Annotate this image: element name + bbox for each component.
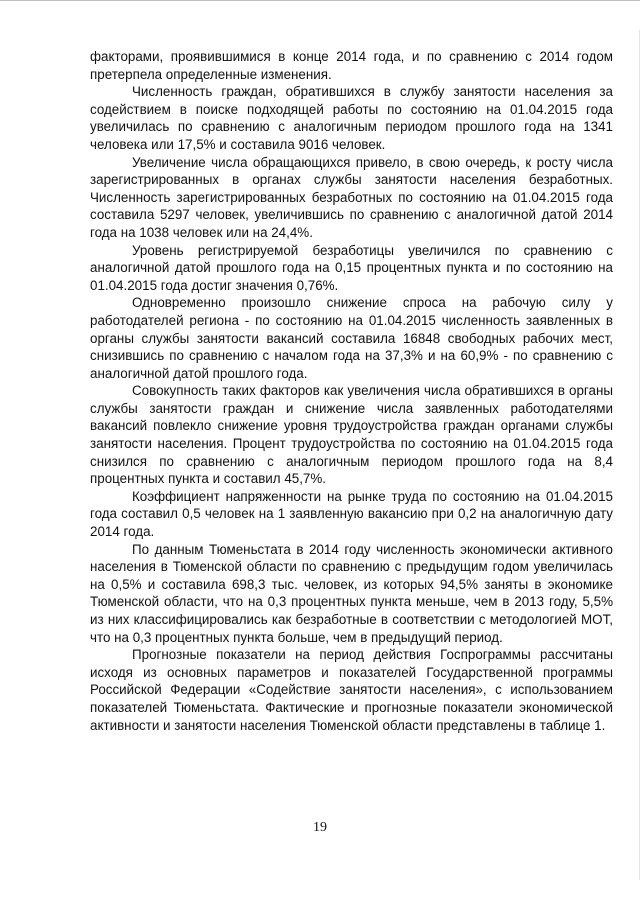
paragraph-continuation: факторами, проявившимися в конце 2014 года, и по сравнению с 2014 годом претерпела определенные изменения. xyxy=(90,49,613,82)
paragraph-unemployment-rate: Уровень регистрируемой безработицы увеличился по сравнению с аналогичной датой прошлого года на 0,15 процентных пункта и по состоянию на 01.04.2015 года достиг значения 0,76%. xyxy=(90,242,613,293)
paragraph-vacancies: Одновременно произошло снижение спроса на рабочую силу у работодателей региона - по состоянию на 01.04.2015 численность заявленных в органы службы занятости вакансий составила 16848 свободных рабочих мест, снизившись по сравнению с началом года на 37,3% и на 60,9% - по сравнению с аналогичной датой прошлого года. xyxy=(90,295,613,381)
paragraph-tension-coefficient: Коэффициент напряженности на рынке труда по состоянию на 01.04.2015 года составил 0,5 человек на 1 заявленную вакансию при 0,2 на аналогичную дату 2014 года. xyxy=(90,488,613,540)
page-number: 19 xyxy=(313,820,327,835)
paragraph-forecast: Прогнозные показатели на период действия Госпрограммы рассчитаны исходя из основных параметров и показателей Государственной программы Российской Федерации «Содействие занятости населения», с использованием показателей Тюменьстата. Фактические и прогнозные показатели экономической активности и занятости населения Тюменской области представлены в таблице 1. xyxy=(90,647,613,733)
scan-edge-top xyxy=(0,0,640,1)
paragraph-tyumenstat: По данным Тюменьстата в 2014 году численность экономически активного населения в Тюменской области по сравнению с предыдущим годом увеличилась на 0,5% и составила 698,3 тыс. человек, из которых 94,5% заняты в экономике Тюменской области, что на 0,3 процентных пункта меньше, чем в 2013 году, 5,5% из них классифицировались как безработные в соответствии с методологией МОТ, что на 0,3 процентных пункта больше, чем в предыдущий период. xyxy=(90,541,613,645)
paragraph-employment-rate: Совокупность таких факторов как увеличения числа обратившихся в органы службы занятости граждан и снижение числа заявленных работодателями вакансий повлекло снижение уровня трудоустройства граждан органами службы занятости населения. Процент трудоустройства по состоянию на 01.04.2015 года снизился по сравнению с аналогичным периодом прошлого года на 8,4 процентных пункта и составил 45,7%. xyxy=(90,383,613,487)
paragraph-applicants: Численность граждан, обратившихся в службу занятости населения за содействием в поиске подходящей работы по состоянию на 01.04.2015 года увеличилась по сравнению с аналогичным периодом прошлого года на 1341 человека или 17,5% и составила 9016 человек. xyxy=(90,84,613,152)
paragraph-registered-unemployed: Увеличение числа обращающихся привело, в свою очередь, к росту числа зарегистрированных в органах службы занятости населения безработных. Численность зарегистрированных безработных по состоянию на 01.04.2015 года составила 5297 человек, увеличившись по сравнению с аналогичной датой 2014 года на 1038 человек или на 24,4%. xyxy=(90,154,613,240)
document-page xyxy=(90,48,613,734)
